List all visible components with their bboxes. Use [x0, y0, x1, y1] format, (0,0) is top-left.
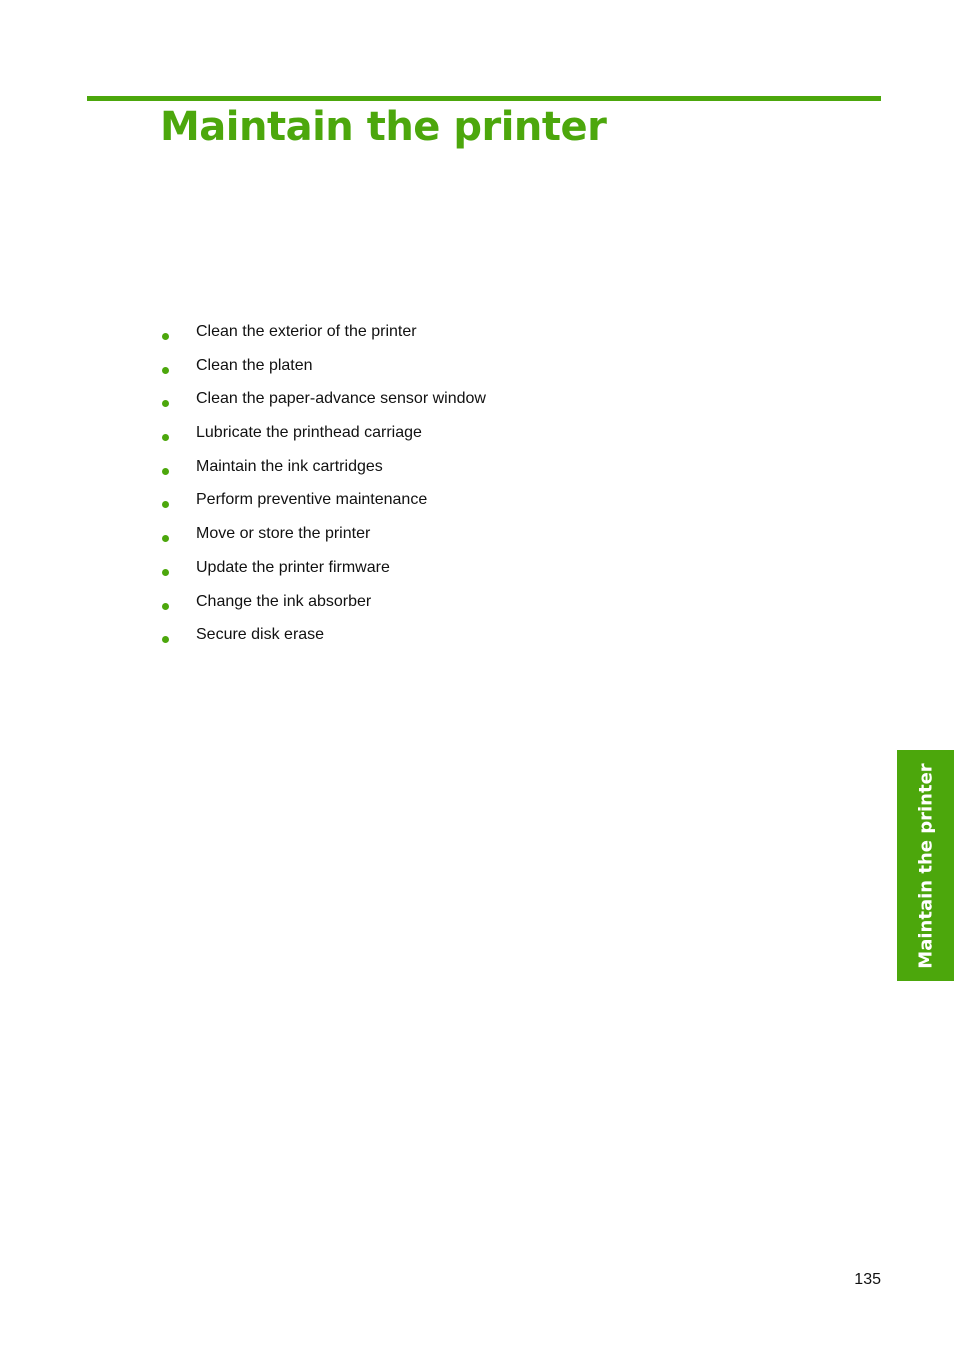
- list-item-label: Clean the paper-advance sensor window: [196, 390, 486, 408]
- page-number: 135: [854, 1271, 881, 1288]
- list-item[interactable]: [160, 385, 486, 419]
- bullet-icon: [162, 501, 169, 508]
- side-tab-label: Maintain the printer: [915, 762, 936, 969]
- bullet-icon: [162, 468, 169, 475]
- bullet-icon: [162, 569, 169, 576]
- list-item-label: Update the printer firmware: [196, 558, 390, 576]
- list-item[interactable]: [160, 318, 486, 352]
- list-item[interactable]: [160, 520, 486, 554]
- list-item[interactable]: [160, 453, 486, 487]
- list-item[interactable]: [160, 419, 486, 453]
- bullet-icon: [162, 333, 169, 340]
- list-item[interactable]: [160, 621, 486, 655]
- bullet-icon: [162, 434, 169, 441]
- list-item-label: Perform preventive maintenance: [196, 491, 428, 509]
- list-item[interactable]: [160, 588, 486, 622]
- bullet-icon: [162, 367, 169, 374]
- page-title: Maintain the printer: [160, 104, 607, 150]
- chapter-topic-list: [160, 318, 486, 655]
- list-item-label: Lubricate the printhead carriage: [196, 424, 422, 442]
- bullet-icon: [162, 400, 169, 407]
- list-item[interactable]: [160, 352, 486, 386]
- list-item[interactable]: [160, 554, 486, 588]
- list-item-label: Clean the exterior of the printer: [196, 323, 417, 340]
- list-item-label: Secure disk erase: [196, 626, 325, 644]
- bullet-icon: [162, 603, 169, 610]
- list-item-label: Move or store the printer: [196, 525, 371, 543]
- chapter-side-tab[interactable]: [897, 750, 954, 981]
- list-item-label: Maintain the ink cartridges: [196, 457, 383, 475]
- list-item[interactable]: [160, 486, 486, 520]
- list-item-label: Change the ink absorber: [196, 592, 372, 610]
- bullet-icon: [162, 535, 169, 542]
- list-item-label: Clean the platen: [196, 356, 313, 374]
- bullet-icon: [162, 636, 169, 643]
